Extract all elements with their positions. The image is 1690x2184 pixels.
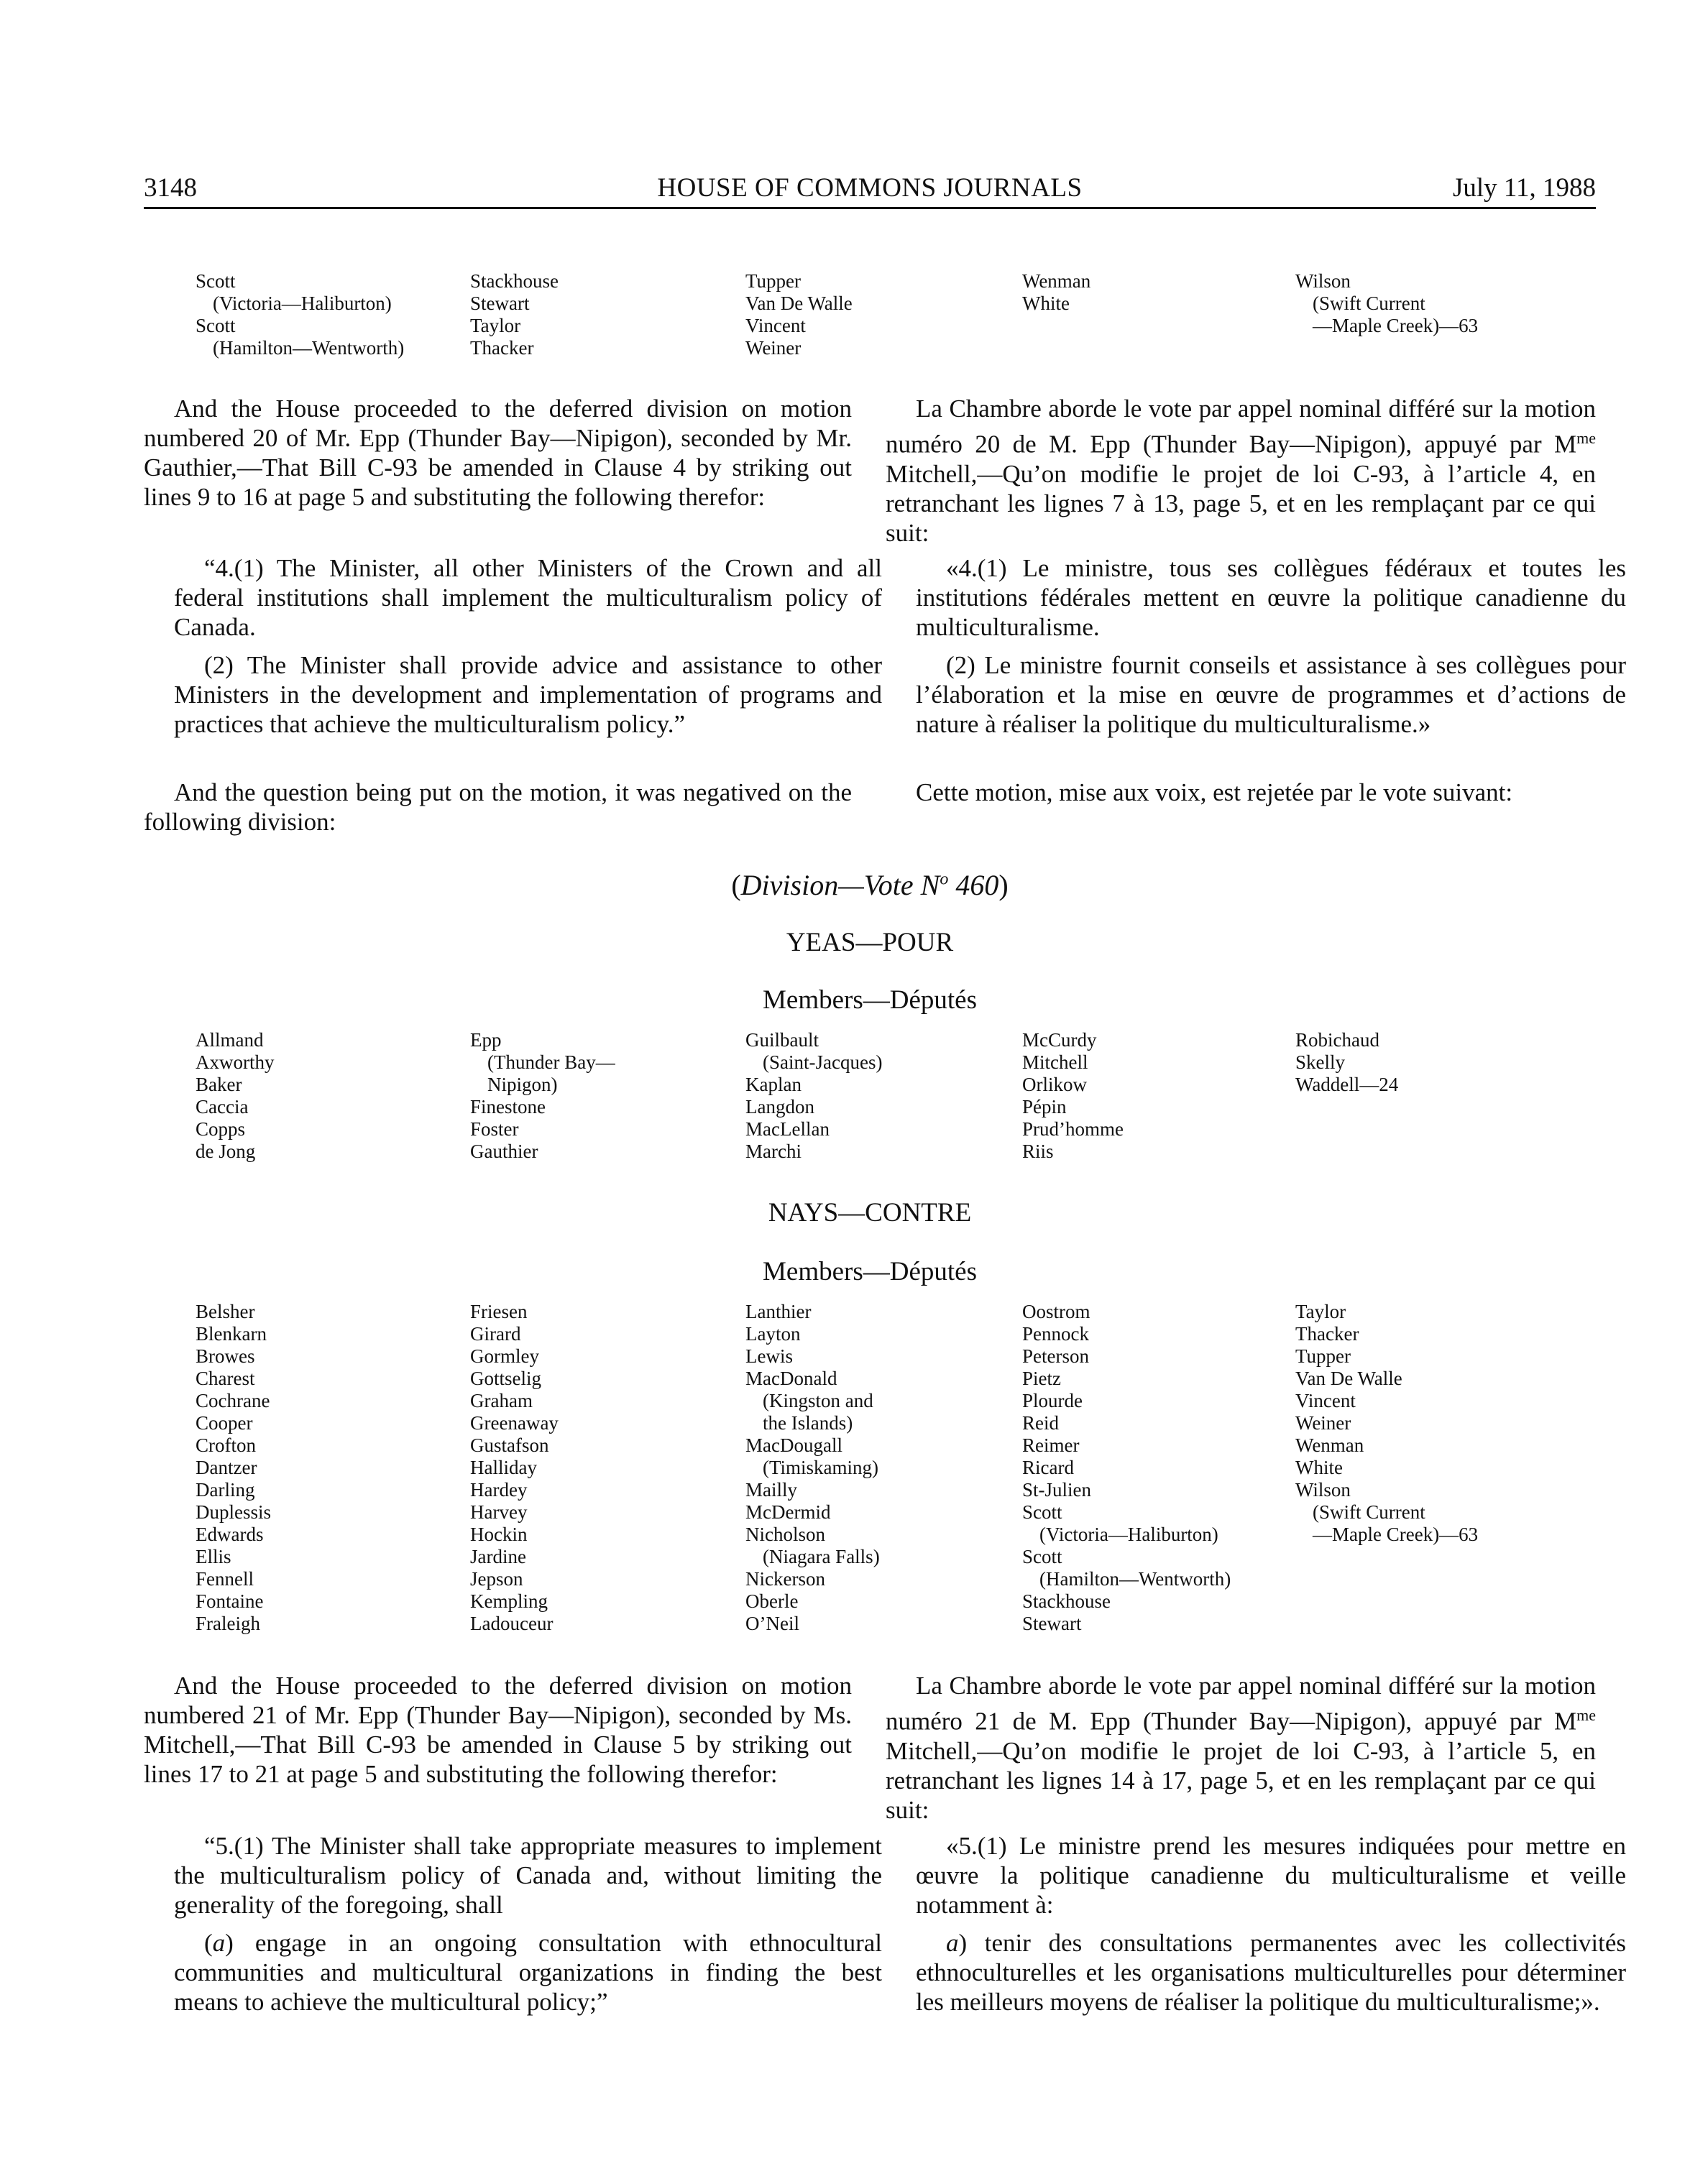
member-name: Greenaway bbox=[470, 1412, 559, 1434]
member-name: Baker bbox=[196, 1074, 242, 1095]
motion-21-en-intro: And the House proceeded to the deferred division on motion numbered 21 of Mr. Epp (Thunder Bay—Nipigon), seconded by Ms. Mitchell,—That Bill C-93 be amended in Clause 5 by striking out lines 17 to 21 at page 5 and substituting the following therefor: bbox=[144, 1672, 852, 1788]
member-name: Vincent bbox=[1295, 1390, 1356, 1411]
member-name: (Hamilton—Wentworth) bbox=[213, 337, 405, 359]
member-name: (Hamilton—Wentworth) bbox=[1039, 1568, 1231, 1590]
motion-20-en-result: And the question being put on the motion, it was negatived on the following division: bbox=[144, 778, 852, 836]
division-label: (Division—Vote $N^o$ 460) bbox=[731, 869, 1009, 901]
member-name: Hockin bbox=[470, 1524, 528, 1545]
member-name: Scott bbox=[196, 270, 236, 292]
motion-20-en-quote-1: “4.(1) The Minister, all other Ministers of the Crown and all federal institutions shall implement the multiculturalism policy of Canada. bbox=[174, 554, 882, 641]
nays-col-3 bbox=[745, 1301, 1011, 1635]
member-name: Lewis bbox=[745, 1345, 793, 1367]
member-name: Browes bbox=[196, 1345, 255, 1367]
nays-col-1 bbox=[196, 1301, 461, 1635]
member-name: Wenman bbox=[1295, 1434, 1364, 1456]
member-name: Plourde bbox=[1022, 1390, 1083, 1411]
member-name: White bbox=[1022, 292, 1070, 314]
member-name: Oostrom bbox=[1022, 1301, 1090, 1322]
top-list-col-4 bbox=[1022, 270, 1288, 315]
member-name: Ellis bbox=[196, 1546, 231, 1567]
yeas-members-heading: Members—Députés bbox=[763, 985, 977, 1015]
member-name: Prud’homme bbox=[1022, 1118, 1124, 1140]
member-name: Finestone bbox=[470, 1096, 546, 1118]
member-name: Van De Walle bbox=[745, 292, 853, 314]
member-name: Harvey bbox=[470, 1501, 528, 1523]
member-name: Riis bbox=[1022, 1141, 1054, 1162]
member-name: Nicholson bbox=[745, 1524, 825, 1545]
member-name: Scott bbox=[1022, 1546, 1062, 1567]
nays-col-4 bbox=[1022, 1301, 1288, 1635]
member-name: Oberle bbox=[745, 1590, 799, 1612]
member-name: Belsher bbox=[196, 1301, 255, 1322]
member-name: Thacker bbox=[470, 337, 534, 359]
member-name: Fraleigh bbox=[196, 1613, 260, 1634]
member-name: Reimer bbox=[1022, 1434, 1080, 1456]
motion-20-fr-intro: La Chambre aborde le vote par appel nominal différé sur la motion numéro 20 de M. Epp (Thunder Bay—Nipigon), appuyé par $M^{me}$ Mitchell,—Qu’on modifie le projet de loi C-93, à l’article 4, en retranchant les lignes 7 à 13, page 5, et en les remplaçant par ce qui suit: bbox=[886, 395, 1596, 547]
member-name: (Swift Current bbox=[1313, 1501, 1425, 1523]
member-name: (Kingston and bbox=[763, 1390, 873, 1411]
member-name: Caccia bbox=[196, 1096, 249, 1118]
journal-title: HOUSE OF COMMONS JOURNALS bbox=[657, 173, 1083, 203]
member-name: Nipigon) bbox=[487, 1074, 558, 1095]
yeas-col-5 bbox=[1295, 1029, 1561, 1096]
member-name: —Maple Creek)—63 bbox=[1313, 315, 1479, 336]
member-name: Orlikow bbox=[1022, 1074, 1087, 1095]
top-name-list bbox=[196, 270, 1561, 364]
member-name: McDermid bbox=[745, 1501, 831, 1523]
member-name: Foster bbox=[470, 1118, 519, 1140]
member-name: Guilbault bbox=[745, 1029, 819, 1051]
motion-21-fr-quote-2: a) tenir des consultations permanentes avec les collectivités ethnoculturelles et les organisations multiculturelles pour déterminer les meilleurs moyens de réaliser la politique du multiculturalisme;». bbox=[916, 1929, 1626, 2016]
member-name: Tupper bbox=[1295, 1345, 1351, 1367]
member-name: Lanthier bbox=[745, 1301, 812, 1322]
yeas-list bbox=[196, 1029, 1561, 1173]
member-name: Nickerson bbox=[745, 1568, 825, 1590]
member-name: (Saint-Jacques) bbox=[763, 1051, 883, 1073]
member-name: Jepson bbox=[470, 1568, 523, 1590]
member-name: Jardine bbox=[470, 1546, 526, 1567]
member-name: Gustafson bbox=[470, 1434, 549, 1456]
member-name: Epp bbox=[470, 1029, 502, 1051]
member-name: Pietz bbox=[1022, 1368, 1061, 1389]
member-name: Allmand bbox=[196, 1029, 264, 1051]
running-head bbox=[144, 172, 1596, 209]
nays-col-5 bbox=[1295, 1301, 1561, 1546]
member-name: Stackhouse bbox=[470, 270, 559, 292]
member-name: Weiner bbox=[1295, 1412, 1351, 1434]
motion-21-en-quote-2: (a) engage in an ongoing consultation with ethnocultural communities and multicultural organizations in finding the best means to achieve the multicultural policy;” bbox=[174, 1929, 882, 2016]
member-name: MacDougall bbox=[745, 1434, 842, 1456]
member-name: Blenkarn bbox=[196, 1323, 267, 1345]
member-name: (Niagara Falls) bbox=[763, 1546, 880, 1567]
member-name: Hardey bbox=[470, 1479, 528, 1501]
member-name: Fennell bbox=[196, 1568, 254, 1590]
member-name: O’Neil bbox=[745, 1613, 799, 1634]
member-name: Gormley bbox=[470, 1345, 539, 1367]
top-list-col-2 bbox=[470, 270, 736, 359]
page-number: 3148 bbox=[144, 173, 197, 203]
member-name: Charest bbox=[196, 1368, 255, 1389]
top-list-col-5 bbox=[1295, 270, 1561, 337]
yeas-col-3 bbox=[745, 1029, 1011, 1163]
member-name: Edwards bbox=[196, 1524, 264, 1545]
member-name: Taylor bbox=[470, 315, 521, 336]
member-name: Taylor bbox=[1295, 1301, 1346, 1322]
member-name: the Islands) bbox=[763, 1412, 853, 1434]
member-name: Robichaud bbox=[1295, 1029, 1379, 1051]
member-name: (Thunder Bay— bbox=[487, 1051, 615, 1073]
motion-20-en-intro: And the House proceeded to the deferred division on motion numbered 20 of Mr. Epp (Thunder Bay—Nipigon), seconded by Mr. Gauthier,—That Bill C-93 be amended in Clause 4 by striking out lines 9 to 16 at page 5 and substituting the following therefor: bbox=[144, 395, 852, 511]
top-list-col-3 bbox=[745, 270, 1011, 359]
member-name: McCurdy bbox=[1022, 1029, 1097, 1051]
member-name: Langdon bbox=[745, 1096, 814, 1118]
nays-members-heading: Members—Députés bbox=[763, 1257, 977, 1286]
member-name: Dantzer bbox=[196, 1457, 257, 1478]
member-name: Darling bbox=[196, 1479, 255, 1501]
member-name: Mitchell bbox=[1022, 1051, 1088, 1073]
member-name: Weiner bbox=[745, 337, 802, 359]
motion-20-fr-result: Cette motion, mise aux voix, est rejetée par le vote suivant: bbox=[916, 778, 1513, 806]
member-name: (Victoria—Haliburton) bbox=[1039, 1524, 1218, 1545]
member-name: Stackhouse bbox=[1022, 1590, 1111, 1612]
member-name: Fontaine bbox=[196, 1590, 264, 1612]
member-name: Marchi bbox=[745, 1141, 802, 1162]
member-name: Kempling bbox=[470, 1590, 548, 1612]
member-name: Vincent bbox=[745, 315, 806, 336]
member-name: Kaplan bbox=[745, 1074, 802, 1095]
motion-20-fr-quote-2: (2) Le ministre fournit conseils et assistance à ses collègues pour l’élaboration et la mise en œuvre de programmes et d’actions de nature à réaliser la politique du multiculturalisme.» bbox=[916, 651, 1626, 738]
member-name: Waddell—24 bbox=[1295, 1074, 1399, 1095]
motion-20-fr-quote-1: «4.(1) Le ministre, tous ses collègues fédéraux et toutes les institutions fédérales mettent en œuvre la politique canadienne du multiculturalisme. bbox=[916, 554, 1626, 641]
member-name: Friesen bbox=[470, 1301, 528, 1322]
yeas-heading: YEAS—POUR bbox=[786, 928, 954, 957]
motion-20-en-quote-2: (2) The Minister shall provide advice and assistance to other Ministers in the development and implementation of programs and practices that achieve the multiculturalism policy.” bbox=[174, 651, 882, 738]
member-name: (Timiskaming) bbox=[763, 1457, 879, 1478]
member-name: Girard bbox=[470, 1323, 521, 1345]
member-name: Tupper bbox=[745, 270, 802, 292]
member-name: (Victoria—Haliburton) bbox=[213, 292, 392, 314]
member-name: Halliday bbox=[470, 1457, 537, 1478]
member-name: de Jong bbox=[196, 1141, 256, 1162]
member-name: Layton bbox=[745, 1323, 801, 1345]
motion-21-en-quote-1: “5.(1) The Minister shall take appropriate measures to implement the multiculturalism policy of Canada and, without limiting the generality of the foregoing, shall bbox=[174, 1832, 882, 1919]
journal-date: July 11, 1988 bbox=[1452, 173, 1596, 203]
motion-21-fr-intro: La Chambre aborde le vote par appel nominal différé sur la motion numéro 21 de M. Epp (Thunder Bay—Nipigon), appuyé par $M^{me}$ Mitchell,—Qu’on modifie le projet de loi C-93, à l’article 5, en retranchant les lignes 14 à 17, page 5, et en les remplaçant par ce qui suit: bbox=[886, 1672, 1596, 1824]
member-name: Graham bbox=[470, 1390, 533, 1411]
member-name: Peterson bbox=[1022, 1345, 1089, 1367]
member-name: Copps bbox=[196, 1118, 246, 1140]
member-name: Stewart bbox=[1022, 1613, 1082, 1634]
member-name: Duplessis bbox=[196, 1501, 272, 1523]
member-name: Scott bbox=[196, 315, 236, 336]
member-name: Gottselig bbox=[470, 1368, 541, 1389]
member-name: Ricard bbox=[1022, 1457, 1074, 1478]
nays-col-2 bbox=[470, 1301, 736, 1635]
member-name: Ladouceur bbox=[470, 1613, 554, 1634]
member-name: Cochrane bbox=[196, 1390, 270, 1411]
member-name: Mailly bbox=[745, 1479, 797, 1501]
member-name: (Swift Current bbox=[1313, 292, 1425, 314]
member-name: Thacker bbox=[1295, 1323, 1359, 1345]
member-name: Stewart bbox=[470, 292, 530, 314]
nays-heading: NAYS—CONTRE bbox=[768, 1198, 972, 1227]
member-name: Axworthy bbox=[196, 1051, 275, 1073]
nays-list bbox=[196, 1301, 1561, 1639]
member-name: Pépin bbox=[1022, 1096, 1067, 1118]
member-name: Pennock bbox=[1022, 1323, 1089, 1345]
member-name: Wenman bbox=[1022, 270, 1091, 292]
member-name: Scott bbox=[1022, 1501, 1062, 1523]
member-name: Crofton bbox=[196, 1434, 256, 1456]
top-list-col-1 bbox=[196, 270, 461, 359]
member-name: St-Julien bbox=[1022, 1479, 1092, 1501]
member-name: Gauthier bbox=[470, 1141, 538, 1162]
motion-21-fr-quote-1: «5.(1) Le ministre prend les mesures indiquées pour mettre en œuvre la politique canadienne du multiculturalisme et veille notamment à: bbox=[916, 1832, 1626, 1919]
member-name: Skelly bbox=[1295, 1051, 1346, 1073]
member-name: White bbox=[1295, 1457, 1343, 1478]
yeas-col-2 bbox=[470, 1029, 736, 1163]
member-name: MacDonald bbox=[745, 1368, 837, 1389]
member-name: Cooper bbox=[196, 1412, 253, 1434]
member-name: Wilson bbox=[1295, 270, 1351, 292]
member-name: Van De Walle bbox=[1295, 1368, 1402, 1389]
member-name: MacLellan bbox=[745, 1118, 830, 1140]
yeas-col-4 bbox=[1022, 1029, 1288, 1163]
member-name: Reid bbox=[1022, 1412, 1059, 1434]
member-name: Wilson bbox=[1295, 1479, 1351, 1501]
yeas-col-1 bbox=[196, 1029, 461, 1163]
member-name: —Maple Creek)—63 bbox=[1313, 1524, 1479, 1545]
